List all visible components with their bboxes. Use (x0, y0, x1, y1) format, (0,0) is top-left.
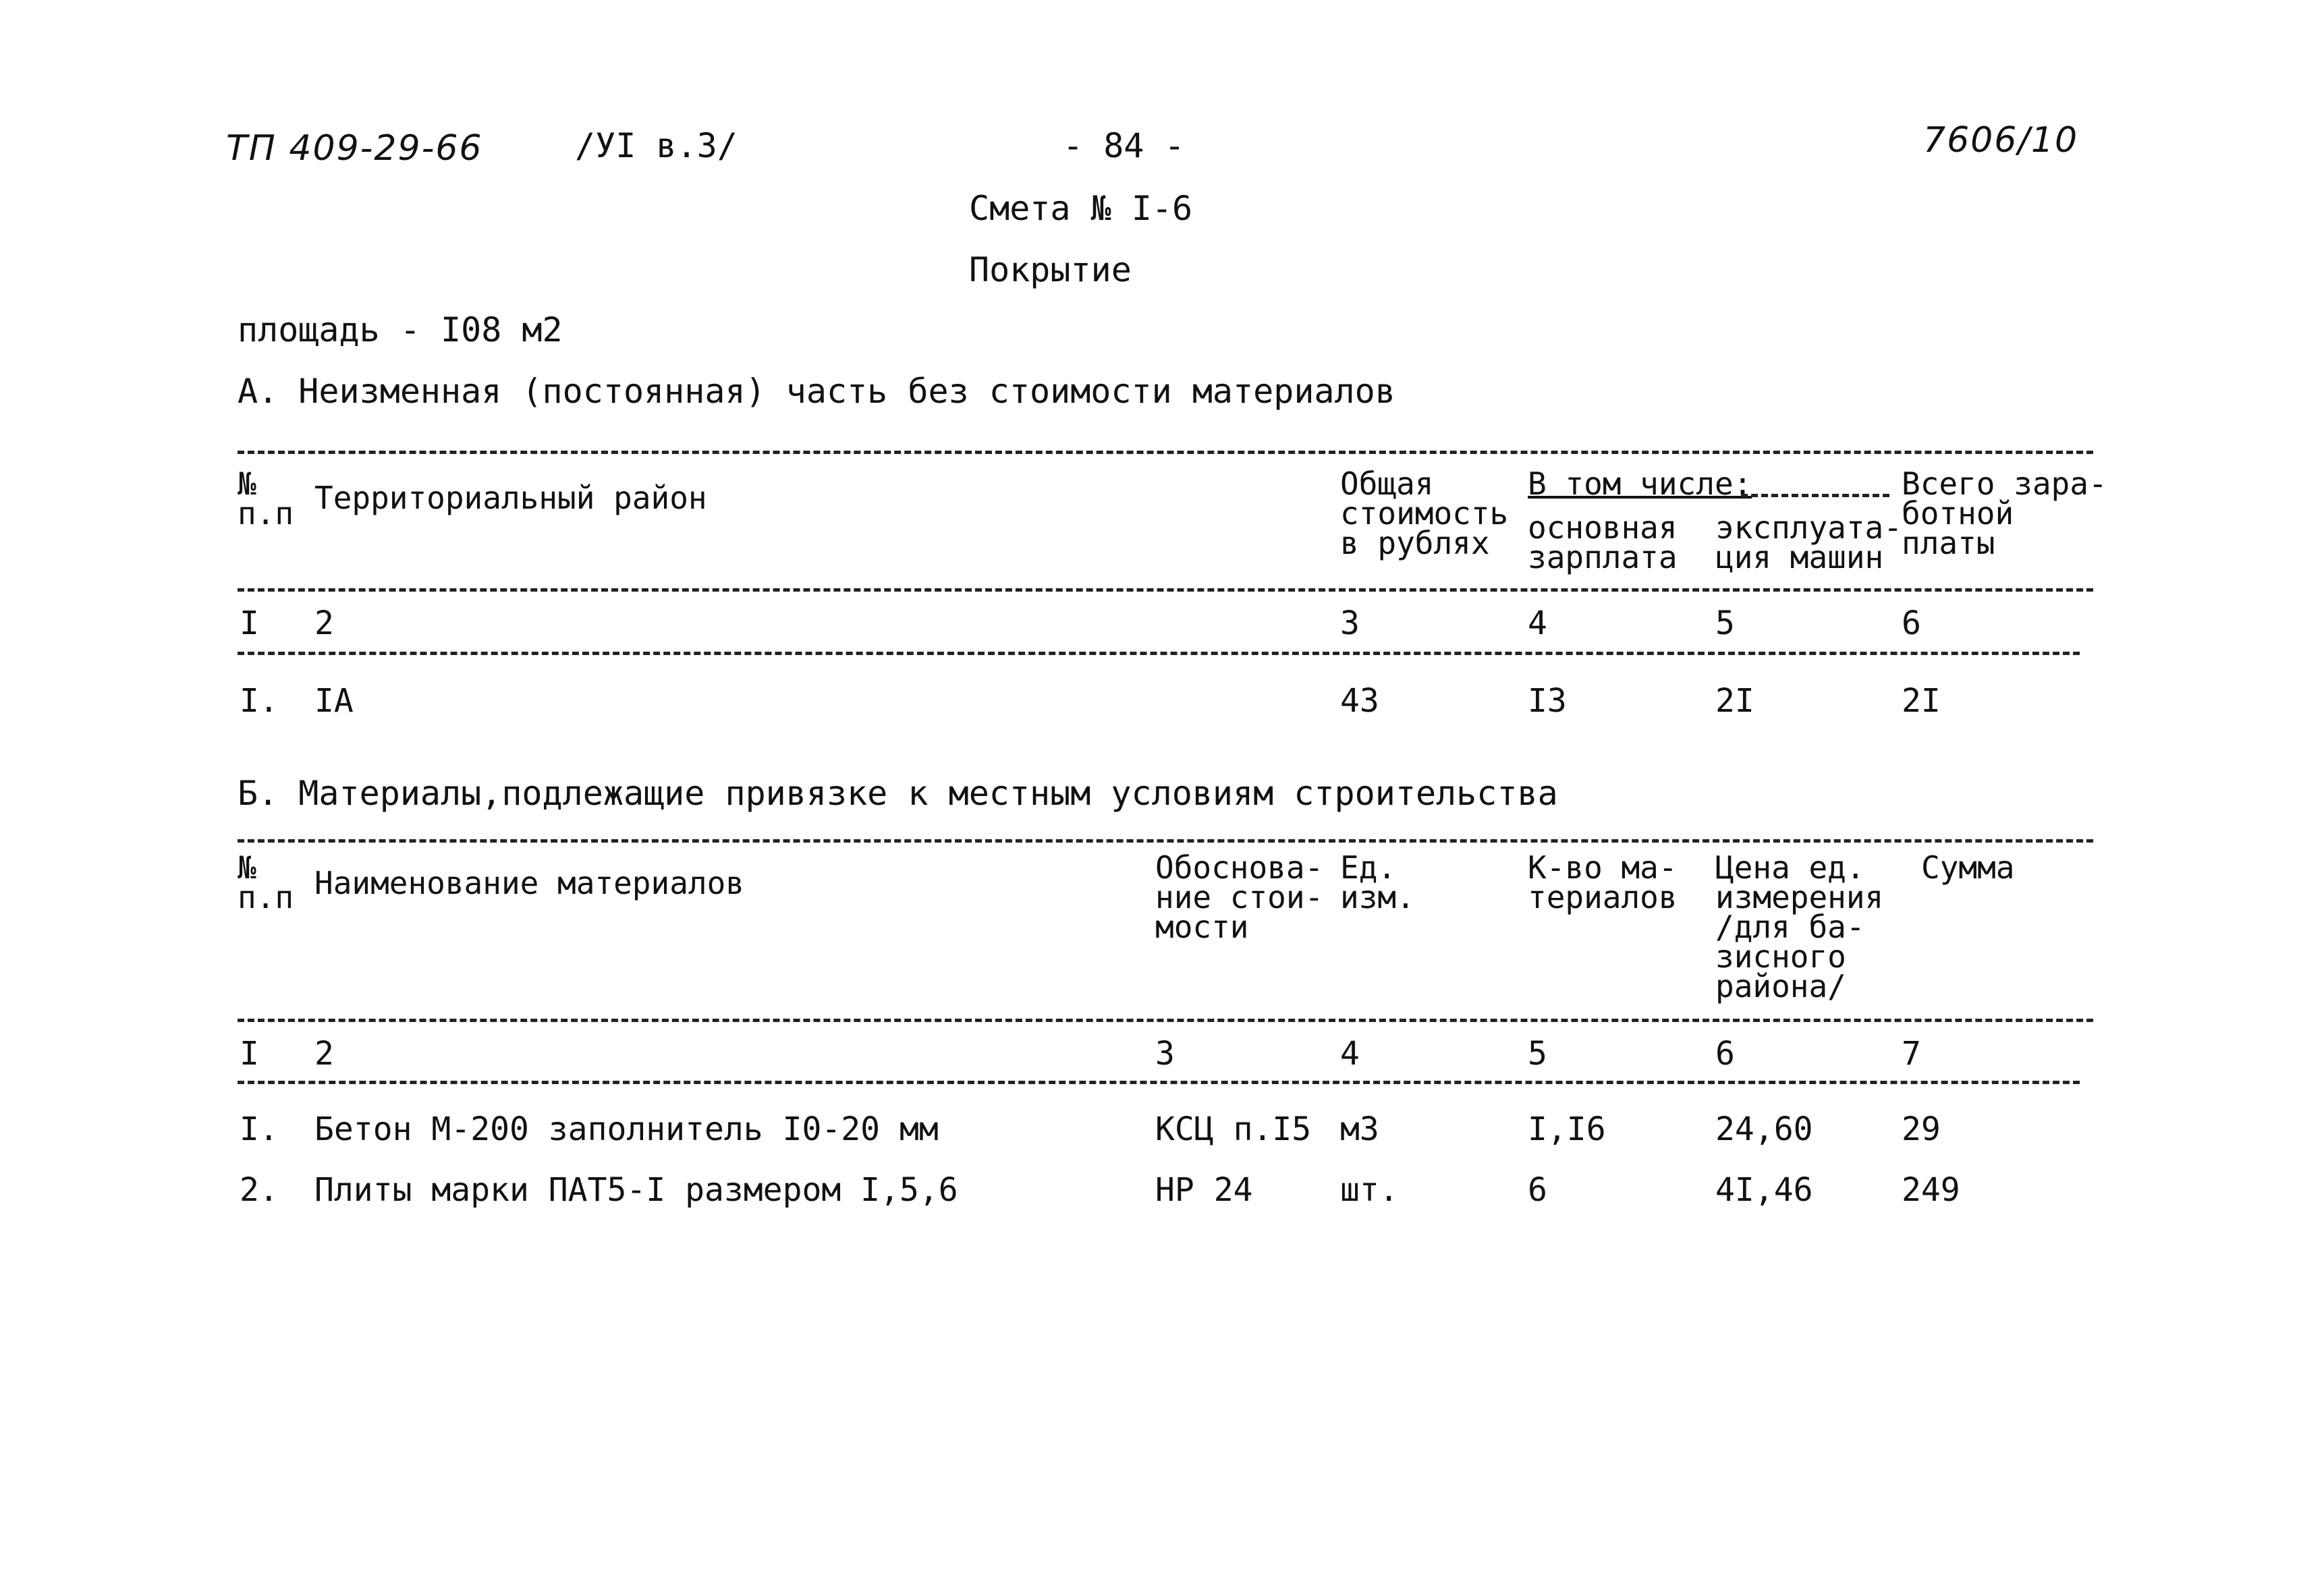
table-b-colnum: I (240, 1035, 259, 1073)
table-b-header-name: Наименование материалов (314, 865, 744, 901)
doc-code: ТП 409-29-66 (226, 128, 483, 169)
cell-basis: НР 24 (1155, 1171, 1253, 1209)
cell-num: I. (240, 682, 279, 720)
cell-unit: м3 (1340, 1110, 1379, 1148)
estimate-subtitle: Покрытие (969, 250, 1132, 289)
table-a-colnum: 2 (314, 604, 334, 642)
table-a-colnum: 4 (1528, 604, 1547, 642)
table-a-colnum: 3 (1340, 604, 1360, 642)
table-a-colnum: 5 (1715, 604, 1735, 642)
table-b-colnum: 7 (1902, 1035, 1921, 1073)
cell-num: I. (240, 1110, 279, 1148)
section-a-title: А. Неизменная (постоянная) часть без стоимости материалов (238, 372, 1395, 411)
table-a-header-total-wages: Всего зара- ботной платы (1902, 465, 2107, 561)
table-a-header-including: В том числе: (1528, 465, 1752, 502)
cell-name: Бетон М-200 заполнитель I0-20 мм (314, 1110, 939, 1148)
table-a-rule-header (238, 588, 2093, 592)
cell-total: 43 (1340, 682, 1379, 720)
volume-label: /УI в.3/ (575, 126, 738, 165)
table-b-rule-header (238, 1019, 2093, 1022)
cell-total-wages: 2I (1902, 682, 1941, 720)
cell-district: IA (314, 682, 354, 720)
table-a-header-machines: эксплуата- ция машин (1715, 509, 1902, 575)
table-b-header-num: № п.п (238, 849, 294, 915)
table-b-header-basis: Обоснова- ние стои- мости (1155, 849, 1324, 945)
table-a-rule-top (238, 451, 2093, 454)
table-b-rule-top (238, 839, 2093, 843)
table-a-colnum: I (240, 604, 259, 642)
cell-name: Плиты марки ПАТ5-I размером I,5,6 (314, 1171, 958, 1209)
table-b-rule-numbers (238, 1081, 2080, 1084)
table-b-colnum: 2 (314, 1035, 334, 1073)
section-b-title: Б. Материалы,подлежащие привязке к местным условиям строительства (238, 774, 1558, 813)
cell-unit: шт. (1340, 1171, 1399, 1209)
page-number: - 84 - (1063, 126, 1185, 165)
cell-price: 4I,46 (1715, 1171, 1813, 1209)
cell-wages: I3 (1528, 682, 1567, 720)
estimate-title: Смета № I-6 (969, 189, 1193, 228)
area-line: площадь - I08 м2 (238, 310, 563, 349)
table-b-header-sum: Сумма (1921, 849, 2015, 886)
inventory-number: 7606/10 (1923, 120, 2079, 161)
cell-price: 24,60 (1715, 1110, 1813, 1148)
cell-basis: КСЦ п.I5 (1155, 1110, 1312, 1148)
table-b-colnum: 5 (1528, 1035, 1547, 1073)
table-b-header-qty: К-во ма- териалов (1528, 849, 1678, 915)
table-a-colnum: 6 (1902, 604, 1921, 642)
cell-qty: I,I6 (1528, 1110, 1606, 1148)
cell-num: 2. (240, 1171, 279, 1209)
cell-sum: 249 (1902, 1171, 1960, 1209)
cell-machines: 2I (1715, 682, 1754, 720)
table-b-colnum: 6 (1715, 1035, 1735, 1073)
table-a-header-num: № п.п (238, 465, 294, 532)
table-b-colnum: 3 (1155, 1035, 1175, 1073)
table-a-header-district: Территориальный район (314, 480, 707, 516)
table-a-including-rule (1741, 494, 1889, 497)
table-a-rule-numbers (238, 652, 2080, 655)
table-b-header-price: Цена ед. измерения /для ба- зисного района/ (1715, 849, 1884, 1004)
cell-sum: 29 (1902, 1110, 1941, 1148)
table-a-header-wages: основная зарплата (1528, 509, 1678, 575)
table-b-colnum: 4 (1340, 1035, 1360, 1073)
table-b-header-unit: Ед. изм. (1340, 849, 1415, 915)
table-a-header-total: Общая стоимость в рублях (1340, 465, 1509, 561)
cell-qty: 6 (1528, 1171, 1547, 1209)
